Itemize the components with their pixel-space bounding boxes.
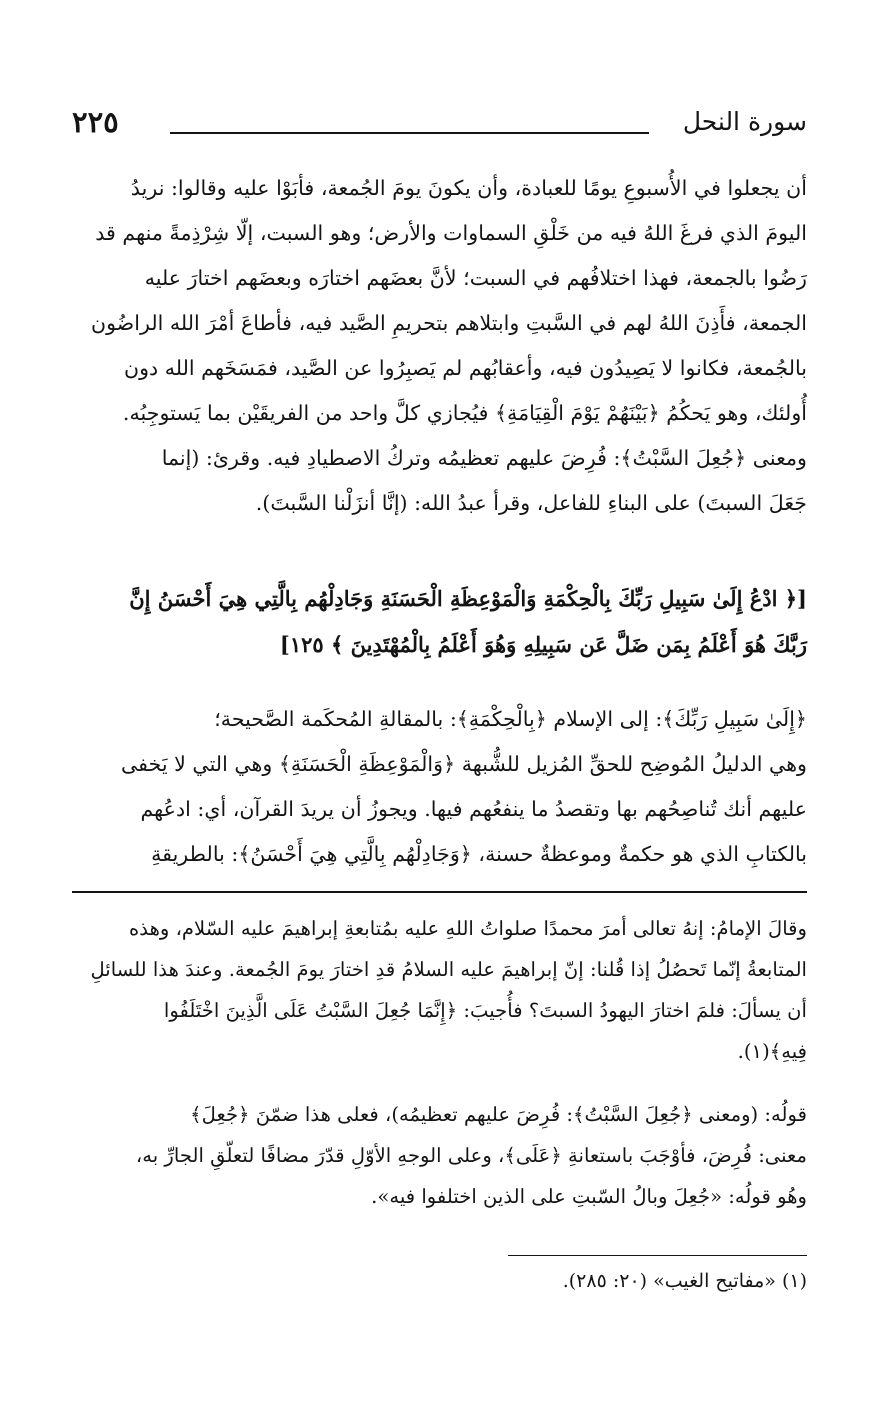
text-line: ﴿إِلَىٰ سَبِيلِ رَبِّكَ﴾: إلى الإسلام ﴿بِالْحِكْمَةِ﴾: بالمقالةِ المُحكَمة الصَّحيحة؛ (214, 707, 807, 731)
text-line: معنى: فُرِضَ، فأوْجَبَ باستعانةِ ﴿عَلَى﴾، وعلى الوجهِ الأوّلِ قدّرَ مضافًا لتعلّقِ الجارِّ به، (135, 1144, 807, 1167)
page-header (72, 105, 807, 149)
text-line: فِيهِ﴾(١). (737, 1040, 807, 1063)
text-line: اليومَ الذي فرغَ اللهُ فيه من خَلْقِ السماوات والأرض؛ وهو السبت، إلّا شِرْذِمةً منهم قد (95, 221, 807, 245)
section-separator (72, 891, 807, 893)
text-line: جَعَلَ السبتَ) على البناءِ للفاعل، وقرأ عبدُ الله: (إنَّا أنزَلْنا السَّبتَ). (255, 491, 807, 515)
text-line: أن يسألَ: فلمَ اختارَ اليهودُ السبتَ؟ فأُجيبَ: ﴿إِنَّمَا جُعِلَ السَّبْتُ عَلَى الَّذِينَ اخْتَلَفُوا (163, 999, 807, 1022)
text-line: وقالَ الإمامُ: إنهُ تعالى أمرَ محمدًا صلواتُ اللهِ عليه بمُتابعةِ إبراهيمَ عليه السّلام، وهذه (129, 917, 807, 940)
text-line: بالجُمعة، فكانوا لا يَصِيدُون فيه، وأعقابُهم لم يَصبِرُوا عن الصَّيد، فمَسَخَهم الله دون (123, 356, 807, 380)
footnote: (١) «مفاتيح الغيب» (٢٠: ٢٨٥). (562, 1270, 807, 1292)
text-line: أُولئك، وهو يَحكُمُ ﴿بَيْنَهُمْ يَوْمَ الْقِيَامَةِ﴾ فيُجازي كلَّ واحد من الفريقَيْن بما يَستوجِبُه. (122, 401, 807, 425)
text-line: بالكتابِ الذي هو حكمةٌ وموعظةٌ حسنة، ﴿وَجَادِلْهُم بِالَّتِي هِيَ أَحْسَنُ﴾: بالطريقةِ (151, 842, 807, 866)
text-line: الجمعة، فأَذِنَ اللهُ لهم في السَّبتِ وابتلاهم بتحريمِ الصَّيد فيه، فأطاعَ أمْرَ الله الراضُون (91, 311, 807, 335)
text-line: أن يجعلوا في الأُسبوعِ يومًا للعبادة، وأن يكونَ يومَ الجُمعة، فأبَوْا عليه وقالوا: نريدُ (130, 176, 807, 200)
page-number: ٢٢٥ (72, 105, 119, 139)
text-line: قولُه: (ومعنى ﴿جُعِلَ السَّبْتُ﴾: فُرِضَ عليهم تعظيمُه)، فعلى هذا ضمّنَ ﴿جُعِلَ﴾ (190, 1103, 807, 1126)
text-line: وهي الدليلُ المُوضِح للحقِّ المُزيل للشُّبهة ﴿وَالْمَوْعِظَةِ الْحَسَنَةِ﴾ وهي التي لا يَخفى (120, 752, 807, 776)
header-rule (170, 132, 649, 134)
text-line: المتابعةُ إنّما تَحصُلُ إذا قُلنا: إنّ إبراهيمَ عليه السلامُ قدِ اختارَ يومَ الجُمعة. وعندَ هذا للسائلِ (90, 958, 807, 981)
quran-verse (72, 576, 807, 668)
note-paragraph-2 (72, 1094, 807, 1217)
commentary-paragraph (72, 697, 807, 877)
verse-line: [﴿ ادْعُ إِلَىٰ سَبِيلِ رَبِّكَ بِالْحِكْمَةِ وَالْمَوْعِظَةِ الْحَسَنَةِ وَجَادِلْهُم بِالَّتِي هِيَ أَحْسَنُ إِنَّ (129, 586, 807, 611)
text-line: ومعنى ﴿جُعِلَ السَّبْتُ﴾: فُرِضَ عليهم تعظيمُه وتركُ الاصطيادِ فيه. وقرئ: (إنما (161, 446, 807, 470)
verse-line: رَبَّكَ هُوَ أَعْلَمُ بِمَن ضَلَّ عَن سَبِيلِهِ وَهُوَ أَعْلَمُ بِالْمُهْتَدِينَ ﴾ ١٢٥] (279, 632, 807, 657)
note-paragraph-1 (72, 908, 807, 1072)
surah-title: سورة النحل (682, 107, 807, 136)
footnote-separator (508, 1255, 807, 1256)
text-line: وهُو قولُه: «جُعِلَ وبالُ السّبتِ على الذين اختلفوا فيه». (371, 1185, 807, 1208)
main-paragraph (72, 166, 807, 526)
text-line: رَضُوا بالجمعة، فهذا اختلافُهم في السبت؛ لأنَّ بعضَهم اختارَه وبعضَهم اختارَ عليه (144, 266, 807, 290)
text-line: عليهم أنك تُناصِحُهم بها وتقصدُ ما ينفعُهم فيها. ويجوزُ أن يريدَ القرآن، أي: ادعُهم (140, 797, 807, 821)
